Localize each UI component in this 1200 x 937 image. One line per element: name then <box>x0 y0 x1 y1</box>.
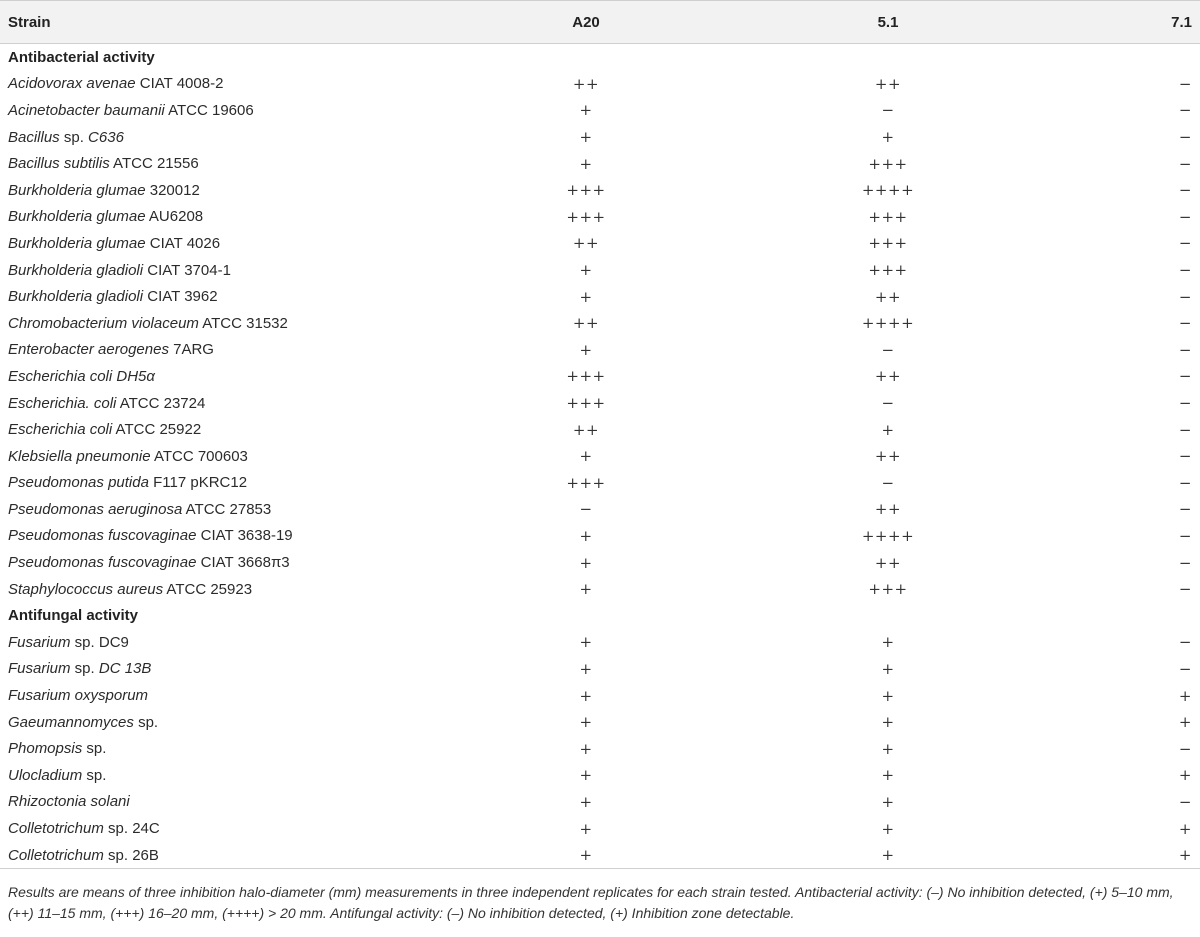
a20-value: + <box>579 447 593 466</box>
table-row <box>0 97 1200 124</box>
strain-id: F117 pKRC12 <box>148 474 248 492</box>
species-name: Gaeumannomyces <box>8 713 134 731</box>
a20-value: + <box>579 766 593 785</box>
value-7-1: − <box>1178 181 1192 200</box>
value-7-1: − <box>1178 154 1192 173</box>
strain-id: CIAT 4008-2 <box>135 75 224 93</box>
species-name: Pseudomonas aeruginosa <box>8 500 183 518</box>
strain-cell <box>8 390 205 417</box>
value-5-1: + <box>881 420 895 439</box>
table-row <box>0 443 1200 470</box>
species-name: Fusarium <box>8 660 71 678</box>
a20-value: + <box>579 287 593 306</box>
value-7-1: + <box>1178 713 1192 732</box>
table-row <box>0 656 1200 683</box>
strain-id-italic: DC 13B <box>98 660 152 678</box>
table-footnote: Results are means of three inhibition halo-diameter (mm) measurements in three independent replicates for each strain tested. Antibacterial activity: (–) No inhibition detected, (+) 5–10 mm, (++) 11–15 mm, (+++) 16–20 mm, (++++) > 20 mm. Antifungal activity: (–) No inhibition detected, (+) Inhibition zone detectable. <box>8 884 1174 921</box>
species-name: Phomopsis <box>8 740 83 758</box>
value-5-1: ++++ <box>861 526 915 545</box>
value-7-1: − <box>1178 394 1192 413</box>
value-7-1: − <box>1178 792 1192 811</box>
a20-value: ++ <box>572 74 600 93</box>
strain-cell <box>8 283 218 310</box>
table-row <box>0 842 1200 869</box>
value-7-1: − <box>1178 420 1192 439</box>
table-row <box>0 257 1200 284</box>
table-row <box>0 735 1200 762</box>
species-name: Rhizoctonia solani <box>8 793 130 811</box>
value-5-1: + <box>881 739 895 758</box>
value-5-1: +++ <box>868 234 908 253</box>
strain-cell <box>8 124 124 151</box>
species-name: Enterobacter aerogenes <box>8 341 169 359</box>
a20-value: ++ <box>572 234 600 253</box>
value-5-1: + <box>881 713 895 732</box>
value-5-1: + <box>881 686 895 705</box>
strain-cell <box>8 177 200 204</box>
value-7-1: − <box>1178 500 1192 519</box>
header-7-1: 7.1 <box>1171 13 1192 31</box>
value-5-1: ++ <box>874 447 902 466</box>
strain-cell <box>8 789 130 816</box>
value-5-1: − <box>881 394 895 413</box>
table-row <box>0 789 1200 816</box>
strain-cell <box>8 549 290 576</box>
value-7-1: − <box>1178 261 1192 280</box>
table-row <box>0 815 1200 842</box>
table-row <box>0 470 1200 497</box>
table-header <box>0 0 1200 44</box>
strain-id: sp. DC9 <box>70 633 129 651</box>
species-name: Pseudomonas fuscovaginae <box>8 527 197 545</box>
a20-value: + <box>579 128 593 147</box>
table-row <box>0 310 1200 337</box>
species-name: Colletotrichum <box>8 846 104 864</box>
value-7-1: + <box>1178 686 1192 705</box>
a20-value: + <box>579 792 593 811</box>
section-title: Antifungal activity <box>8 607 139 625</box>
table-row <box>0 523 1200 550</box>
strain-id: ATCC 31532 <box>198 314 288 332</box>
strain-cell <box>8 629 129 656</box>
table-row <box>0 124 1200 151</box>
species-name: Burkholderia glumae <box>8 181 146 199</box>
section-title: Antibacterial activity <box>8 48 155 66</box>
value-7-1: + <box>1178 766 1192 785</box>
a20-value: + <box>579 846 593 865</box>
strain-cell <box>8 97 254 124</box>
strain-cell <box>8 443 248 470</box>
a20-value: +++ <box>566 207 606 226</box>
strain-cell <box>8 230 220 257</box>
species-name: Fusarium oxysporum <box>8 687 149 705</box>
table-row <box>0 416 1200 443</box>
species-name: Burkholderia gladioli <box>8 288 144 306</box>
value-5-1: +++ <box>868 580 908 599</box>
value-5-1: + <box>881 633 895 652</box>
value-5-1: + <box>881 659 895 678</box>
value-7-1: − <box>1178 207 1192 226</box>
value-7-1: − <box>1178 287 1192 306</box>
value-7-1: − <box>1178 128 1192 147</box>
table-row <box>0 150 1200 177</box>
strain-id: ATCC 700603 <box>150 447 248 465</box>
strain-id: 7ARG <box>168 341 214 359</box>
strain-id: ATCC 25923 <box>163 580 253 598</box>
strain-cell <box>8 310 288 337</box>
table-body <box>0 44 1200 869</box>
a20-value: + <box>579 819 593 838</box>
strain-cell <box>8 682 148 709</box>
strain-cell <box>8 709 158 736</box>
strain-cell <box>8 523 293 550</box>
strain-cell <box>8 656 151 683</box>
a20-value: +++ <box>566 473 606 492</box>
value-5-1: ++ <box>874 74 902 93</box>
strain-cell <box>8 762 106 789</box>
table-row <box>0 496 1200 523</box>
a20-value: + <box>579 526 593 545</box>
value-5-1: + <box>881 128 895 147</box>
value-7-1: − <box>1178 526 1192 545</box>
a20-value: + <box>579 154 593 173</box>
species-name: Burkholderia glumae <box>8 208 146 226</box>
value-5-1: + <box>881 846 895 865</box>
value-7-1: − <box>1178 74 1192 93</box>
a20-value: +++ <box>566 394 606 413</box>
table-row <box>0 576 1200 603</box>
value-5-1: ++++ <box>861 314 915 333</box>
value-5-1: ++ <box>874 367 902 386</box>
strain-id: CIAT 3638-19 <box>196 527 293 545</box>
species-name: Ulocladium <box>8 766 83 784</box>
species-name: Staphylococcus aureus <box>8 580 164 598</box>
header-strain: Strain <box>8 13 51 31</box>
species-name: Acinetobacter baumanii <box>8 101 165 119</box>
table-row <box>0 629 1200 656</box>
strain-id: ATCC 25922 <box>112 421 202 439</box>
a20-value: + <box>579 340 593 359</box>
table-row <box>0 337 1200 364</box>
strain-cell <box>8 842 159 869</box>
strain-cell <box>8 815 160 842</box>
value-7-1: − <box>1178 633 1192 652</box>
strain-id: CIAT 3668π3 <box>196 554 290 572</box>
a20-value: + <box>579 659 593 678</box>
strain-id: CIAT 3962 <box>143 288 218 306</box>
table-row <box>0 204 1200 231</box>
value-7-1: − <box>1178 340 1192 359</box>
species-name: Escherichia. coli <box>8 394 117 412</box>
value-7-1: − <box>1178 659 1192 678</box>
strain-id: sp. 26B <box>103 846 159 864</box>
value-5-1: ++++ <box>861 181 915 200</box>
table-row <box>0 709 1200 736</box>
value-7-1: + <box>1178 846 1192 865</box>
strain-id: ATCC 27853 <box>182 500 272 518</box>
strain-id: sp. <box>133 713 159 731</box>
a20-value: + <box>579 553 593 572</box>
strain-id: sp. <box>82 766 107 784</box>
value-7-1: − <box>1178 234 1192 253</box>
strain-id: sp. <box>59 128 89 146</box>
value-7-1: − <box>1178 473 1192 492</box>
table-row <box>0 230 1200 257</box>
species-name: Acidovorax avenae <box>8 75 136 93</box>
table-row <box>0 71 1200 98</box>
table-row <box>0 283 1200 310</box>
value-5-1: + <box>881 766 895 785</box>
value-5-1: ++ <box>874 287 902 306</box>
value-7-1: − <box>1178 739 1192 758</box>
value-7-1: − <box>1178 447 1192 466</box>
value-5-1: ++ <box>874 500 902 519</box>
value-7-1: − <box>1178 580 1192 599</box>
species-name: Chromobacterium violaceum <box>8 314 199 332</box>
section-header-row <box>0 44 1200 71</box>
value-7-1: − <box>1178 553 1192 572</box>
species-name: Fusarium <box>8 633 71 651</box>
value-5-1: ++ <box>874 553 902 572</box>
value-5-1: + <box>881 819 895 838</box>
a20-value: − <box>579 500 593 519</box>
strain-id: sp. <box>70 660 99 678</box>
species-name: Pseudomonas fuscovaginae <box>8 554 197 572</box>
table-row <box>0 390 1200 417</box>
strain-cell <box>8 470 247 497</box>
strain-id: 320012 <box>145 181 200 199</box>
species-name: Pseudomonas putida <box>8 474 149 492</box>
strain-cell <box>8 257 231 284</box>
a20-value: + <box>579 580 593 599</box>
species-name: Escherichia coli <box>8 421 113 439</box>
strain-cell <box>8 363 155 390</box>
strain-cell <box>8 150 199 177</box>
strain-id: ATCC 21556 <box>109 155 199 173</box>
header-5-1: 5.1 <box>877 13 899 31</box>
a20-value: +++ <box>566 367 606 386</box>
a20-value: + <box>579 261 593 280</box>
species-name: Bacillus subtilis <box>8 155 110 173</box>
strain-id: sp. 24C <box>103 820 160 838</box>
strain-id: AU6208 <box>145 208 204 226</box>
a20-value: + <box>579 101 593 120</box>
table-row <box>0 549 1200 576</box>
strain-id: sp. <box>82 740 107 758</box>
table-row <box>0 177 1200 204</box>
strain-id: CIAT 3704-1 <box>143 261 231 279</box>
value-7-1: − <box>1178 367 1192 386</box>
a20-value: ++ <box>572 314 600 333</box>
strain-id-italic: C636 <box>88 128 124 146</box>
strain-cell <box>8 71 223 98</box>
value-5-1: − <box>881 101 895 120</box>
a20-value: + <box>579 686 593 705</box>
species-name: Colletotrichum <box>8 820 104 838</box>
strain-cell <box>8 735 106 762</box>
strain-cell <box>8 204 203 231</box>
strain-id: CIAT 4026 <box>145 234 221 252</box>
a20-value: +++ <box>566 181 606 200</box>
species-name: Escherichia coli DH5α <box>8 367 155 385</box>
strain-cell <box>8 576 252 603</box>
table-row <box>0 363 1200 390</box>
a20-value: + <box>579 739 593 758</box>
value-5-1: +++ <box>868 207 908 226</box>
species-name: Klebsiella pneumonie <box>8 447 151 465</box>
value-7-1: + <box>1178 819 1192 838</box>
value-5-1: + <box>881 792 895 811</box>
species-name: Burkholderia gladioli <box>8 261 144 279</box>
a20-value: + <box>579 633 593 652</box>
value-7-1: − <box>1178 101 1192 120</box>
value-5-1: − <box>881 340 895 359</box>
value-5-1: +++ <box>868 154 908 173</box>
value-5-1: +++ <box>868 261 908 280</box>
strain-cell <box>8 337 214 364</box>
strain-id: ATCC 19606 <box>164 101 254 119</box>
header-a20: A20 <box>572 13 600 31</box>
species-name: Burkholderia glumae <box>8 234 146 252</box>
value-7-1: − <box>1178 314 1192 333</box>
value-5-1: − <box>881 473 895 492</box>
section-header-row <box>0 602 1200 629</box>
species-name: Bacillus <box>8 128 60 146</box>
table-row <box>0 682 1200 709</box>
strain-cell <box>8 496 271 523</box>
table-row <box>0 762 1200 789</box>
strain-id: ATCC 23724 <box>116 394 206 412</box>
strain-cell <box>8 416 201 443</box>
a20-value: ++ <box>572 420 600 439</box>
a20-value: + <box>579 713 593 732</box>
